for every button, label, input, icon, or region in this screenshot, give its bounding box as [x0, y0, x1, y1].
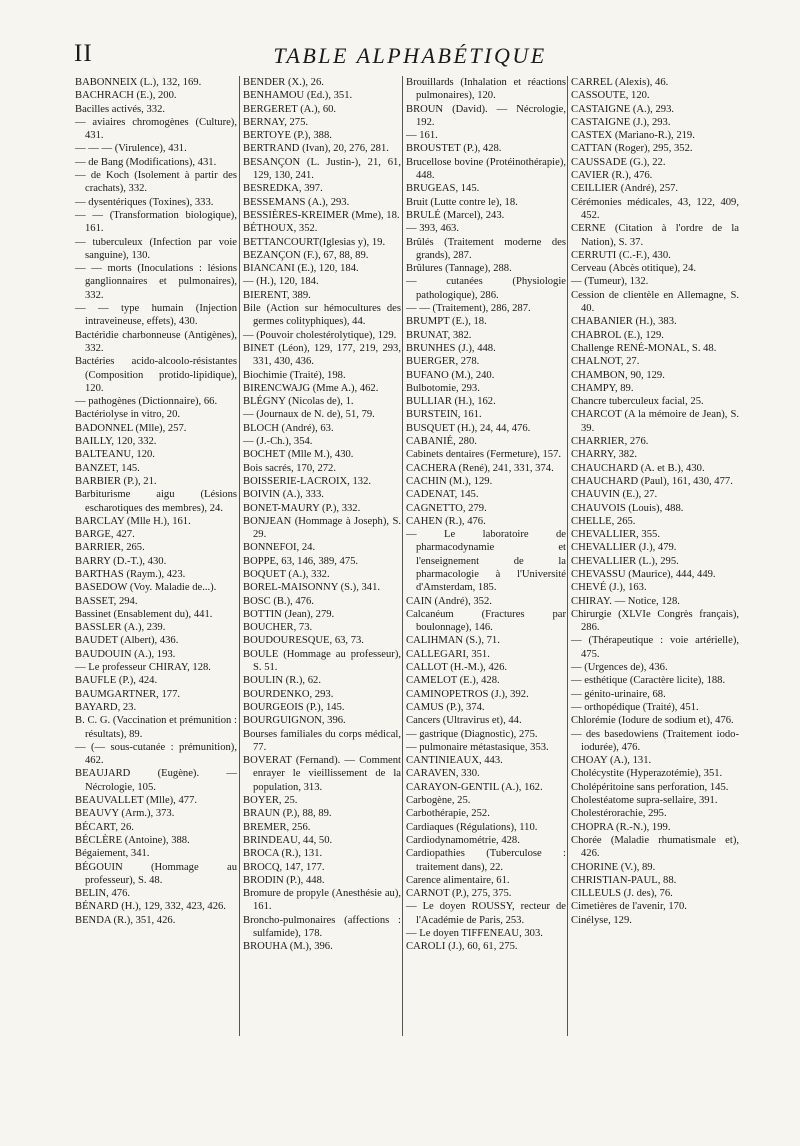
index-entry: CHARRIER, 276. — [571, 436, 649, 448]
index-entry: BRUNAT, 382. — [406, 329, 472, 341]
index-entry: Challenge RENÉ-MONAL, S. 48. — [571, 342, 717, 354]
index-entry: BESSIÈRES-KREIMER (Mme), 18. — [243, 209, 400, 221]
index-entry: BERGERET (A.), 60. — [243, 103, 337, 115]
index-entry: CASTEX (Mariano-R.), 219. — [571, 130, 695, 142]
index-entry: Bromure de propyle (Anesthésie au), 161. — [243, 888, 401, 913]
index-entry: CACHERA (René), 241, 331, 374. — [406, 462, 554, 474]
index-entry: — — morts (Inoculations : lésions ganglionnaires et pulmonaires), 332. — [75, 263, 237, 301]
index-entry: BARGE, 427. — [75, 529, 135, 541]
index-entry: CHEVÉ (J.), 163. — [571, 582, 647, 594]
index-entry: CHIRAY. — Notice, 128. — [571, 595, 680, 607]
index-entry: BARTHAS (Raym.), 423. — [75, 568, 186, 580]
index-entry: CASSOUTE, 120. — [571, 90, 650, 102]
index-entry: BIRENCWAJG (Mme A.), 462. — [243, 382, 379, 394]
index-entry: CAMUS (P.), 374. — [406, 701, 485, 713]
index-entry: CHARRY, 382. — [571, 449, 638, 461]
index-entry: BOPPE, 63, 146, 389, 475. — [243, 555, 359, 567]
index-entry: CHEVALLIER (L.), 295. — [571, 555, 679, 567]
index-columns — [75, 76, 739, 1076]
index-entry: Broncho-pulmonaires (affections : sulfamide), 178. — [243, 914, 401, 939]
index-entry: CHOAY (A.), 131. — [571, 755, 652, 767]
index-entry: BOQUET (A.), 332. — [243, 568, 330, 580]
index-entry: CAHEN (R.), 476. — [406, 515, 486, 527]
index-entry: BOIVIN (A.), 333. — [243, 489, 324, 501]
index-column-1 — [75, 76, 237, 927]
index-entry: — (Thérapeutique : voie artérielle), 475. — [571, 635, 739, 660]
index-entry: BARRIER, 265. — [75, 542, 145, 554]
index-entry: — pathogènes (Dictionnaire), 66. — [75, 396, 218, 408]
index-entry: BAILLY, 120, 332. — [75, 436, 157, 448]
index-entry: BENDER (X.), 26. — [243, 77, 324, 88]
index-entry: — (Tumeur), 132. — [571, 276, 649, 288]
index-entry: Cardiopathies (Tuberculose : traitement dans), 22. — [406, 848, 566, 873]
index-entry: BELIN, 476. — [75, 888, 131, 900]
index-entry: Cardiodynamométrie, 428. — [406, 834, 520, 846]
index-entry: BÉGOUIN (Hommage au professeur), S. 48. — [75, 861, 237, 886]
index-entry: — Le laboratoire de pharmacodynamie et l'enseignement de la pharmacologie à l'Université d'Amsterdam, 185. — [406, 529, 566, 594]
index-entry: BABONNEIX (L.), 132, 169. — [75, 77, 202, 88]
index-entry: BOURGUIGNON, 396. — [243, 715, 346, 727]
index-entry: CHABROL (E.), 129. — [571, 329, 664, 341]
index-entry: CHAUCHARD (Paul), 161, 430, 477. — [571, 475, 733, 487]
index-entry: — (H.), 120, 184. — [243, 276, 319, 288]
index-entry: CAVIER (R.), 476. — [571, 170, 653, 182]
index-entry: Cerveau (Abcès otitique), 24. — [571, 263, 697, 275]
index-entry: BETTANCOURT(Iglesias y), 19. — [243, 236, 386, 248]
index-entry: CALLEGARI, 351. — [406, 648, 490, 660]
index-entry: Cession de clientèle en Allemagne, S. 40. — [571, 289, 739, 315]
index-entry: BOULE (Hommage au professeur), S. 51. — [243, 648, 401, 674]
index-entry: Bile (Action sur hémocultures des germes colityphiques), 44. — [243, 303, 401, 328]
index-entry: BÉCART, 26. — [75, 821, 134, 833]
index-entry: CAUSSADE (G.), 22. — [571, 156, 666, 168]
index-entry: BURSTEIN, 161. — [406, 409, 482, 421]
index-entry: BREMER, 256. — [243, 821, 311, 833]
index-entry: CHEVALLIER (J.), 479. — [571, 542, 677, 554]
index-entry: Bactériolyse in vitro, 20. — [75, 409, 181, 421]
index-entry: BOURDENKO, 293. — [243, 688, 334, 700]
index-entry: BINET (Léon), 129, 177, 219, 293, 331, 430, 436. — [243, 342, 401, 368]
index-entry: Bactéridie charbonneuse (Antigènes), 332. — [75, 329, 237, 354]
index-entry: BASSLER (A.), 239. — [75, 622, 166, 634]
index-entry: Cabinets dentaires (Fermeture), 157. — [406, 449, 562, 461]
index-entry: BANZET, 145. — [75, 462, 140, 474]
index-entry: Cholestérorachie, 295. — [571, 808, 667, 820]
index-entry: — de Koch (Isolement à partir des crachats), 332. — [75, 170, 237, 195]
index-entry: BARRY (D.-T.), 430. — [75, 555, 167, 567]
index-entry: BLÉGNY (Nicolas de), 1. — [243, 396, 354, 408]
index-entry: — (Journaux de N. de), 51, 79. — [243, 409, 375, 421]
index-entry: BOURGEOIS (P.), 145. — [243, 701, 345, 713]
index-entry: BOUDOURESQUE, 63, 73. — [243, 635, 364, 647]
index-entry: BADONNEL (Mlle), 257. — [75, 422, 187, 434]
index-entry: CHAUCHARD (A. et B.), 430. — [571, 462, 705, 474]
index-entry: BERNAY, 275. — [243, 116, 309, 128]
index-column-2 — [239, 76, 401, 1036]
index-entry: — orthopédique (Traité), 451. — [571, 701, 699, 713]
index-entry: — de Bang (Modifications), 431. — [75, 156, 217, 168]
index-entry: — génito-urinaire, 68. — [571, 688, 666, 700]
index-entry: CHELLE, 265. — [571, 515, 636, 527]
index-entry: CALIHMAN (S.), 71. — [406, 635, 500, 647]
index-entry: BOYER, 25. — [243, 795, 298, 807]
index-entry: Cancers (Ultravirus et), 44. — [406, 715, 522, 727]
index-entry: BERTOYE (P.), 388. — [243, 130, 332, 142]
index-entry: BÉTHOUX, 352. — [243, 223, 318, 235]
index-entry: — — — (Virulence), 431. — [75, 143, 187, 155]
index-entry: BRODIN (P.), 448. — [243, 874, 325, 886]
index-entry: Cardiaques (Régulations), 110. — [406, 821, 538, 833]
index-entry: Chlorémie (Iodure de sodium et), 476. — [571, 715, 734, 727]
index-entry: CABANIÉ, 280. — [406, 436, 477, 448]
index-entry: CARAVEN, 330. — [406, 768, 480, 780]
index-entry: BROUN (David). — Nécrologie, 192. — [406, 103, 566, 128]
index-entry: — cutanées (Physiologie pathologique), 286. — [406, 276, 566, 301]
index-entry: BUFANO (M.), 240. — [406, 369, 495, 381]
index-entry: Bois sacrés, 170, 272. — [243, 462, 336, 474]
index-entry: CHALNOT, 27. — [571, 356, 640, 368]
index-entry: BOREL-MAISONNY (S.), 341. — [243, 582, 381, 594]
index-entry: Biochimie (Traité), 198. — [243, 369, 346, 381]
index-entry: Cérémonies médicales, 43, 122, 409, 452. — [571, 196, 739, 221]
index-entry: BAUDOUIN (A.), 193. — [75, 648, 176, 660]
index-entry: — (Urgences de), 436. — [571, 662, 668, 674]
index-entry: Cimetières de l'avenir, 170. — [571, 901, 687, 913]
index-entry: — pulmonaire métastasique, 353. — [406, 741, 549, 753]
page-number: II — [74, 40, 93, 67]
index-entry: BRINDEAU, 44, 50. — [243, 834, 333, 846]
index-entry: BRUMPT (E.), 18. — [406, 316, 487, 328]
index-entry: BLOCH (André), 63. — [243, 422, 334, 434]
index-entry: Carbogène, 25. — [406, 795, 471, 807]
index-entry: BERTRAND (Ivan), 20, 276, 281. — [243, 143, 389, 155]
index-entry: BAYARD, 23. — [75, 701, 137, 713]
index-entry: CERNE (Citation à l'ordre de la Nation), S. 37. — [571, 223, 739, 248]
index-entry: BOTTIN (Jean), 279. — [243, 608, 335, 620]
index-entry: CALLOT (H.-M.), 426. — [406, 662, 508, 674]
index-entry: BROUSTET (P.), 428. — [406, 143, 502, 155]
index-entry: — Le doyen ROUSSY, recteur de l'Académie de Paris, 253. — [406, 901, 566, 926]
page-title: TABLE ALPHABÉTIQUE — [273, 43, 547, 68]
index-entry: BRUGEAS, 145. — [406, 183, 480, 195]
index-entry: CACHIN (M.), 129. — [406, 475, 493, 487]
index-entry: Bactéries acido-alcoolo-résistantes (Composition protido-lipidique), 120. — [75, 356, 237, 394]
index-entry: Bacilles activés, 332. — [75, 103, 166, 115]
index-entry: — 393, 463. — [406, 223, 459, 235]
index-entry: CANTINIEAUX, 443. — [406, 755, 503, 767]
index-entry: CEILLIER (André), 257. — [571, 183, 679, 195]
index-entry: BONNEFOI, 24. — [243, 542, 316, 554]
index-entry: — gastrique (Diagnostic), 275. — [406, 728, 538, 740]
index-entry: BAUFLE (P.), 424. — [75, 675, 158, 687]
index-entry: CADENAT, 145. — [406, 489, 479, 501]
index-entry: Calcanéum (Fractures par boulonnage), 146. — [406, 608, 566, 634]
index-entry: — esthétique (Caractère licite), 188. — [571, 675, 726, 687]
index-entry: CERRUTI (C.-F.), 430. — [571, 249, 671, 261]
index-entry: BUSQUET (H.), 24, 44, 476. — [406, 422, 531, 434]
index-entry: CHARCOT (A la mémoire de Jean), S. 39. — [571, 409, 739, 434]
index-entry: CASTAIGNE (A.), 293. — [571, 103, 675, 115]
index-entry: CARREL (Alexis), 46. — [571, 77, 669, 88]
index-entry: BEAUVALLET (Mlle), 477. — [75, 795, 198, 807]
index-entry: BOVERAT (Fernand). — Comment enrayer le vieillissement de la population, 313. — [243, 755, 401, 793]
index-entry: — Le professeur CHIRAY, 128. — [75, 662, 211, 674]
index-entry: BRULÉ (Marcel), 243. — [406, 209, 505, 221]
index-entry: BESSEMANS (A.), 293. — [243, 196, 350, 208]
index-entry: Cholécystite (Hyperazotémie), 351. — [571, 768, 723, 780]
index-entry: BENHAMOU (Ed.), 351. — [243, 90, 353, 102]
index-entry: Barbiturisme aigu (Lésions escharotiques des membres), 24. — [75, 489, 237, 514]
index-entry: BONET-MAURY (P.), 332. — [243, 502, 361, 514]
index-entry: — dysentériques (Toxines), 333. — [75, 196, 214, 208]
index-entry: — (Pouvoir cholestérolytique), 129. — [243, 329, 397, 341]
index-entry: B. C. G. (Vaccination et prémunition : résultats), 89. — [75, 715, 237, 740]
index-entry: BEAUVY (Arm.), 373. — [75, 808, 175, 820]
index-entry: BENDA (R.), 351, 426. — [75, 914, 176, 926]
index-entry: — — (Transformation biologique), 161. — [75, 209, 237, 235]
index-entry: BARCLAY (Mlle H.), 161. — [75, 515, 191, 527]
index-entry: BÉCLÈRE (Antoine), 388. — [75, 834, 190, 846]
index-entry: BIERENT, 389. — [243, 289, 311, 301]
index-entry: BASEDOW (Voy. Maladie de...). — [75, 582, 217, 594]
index-entry: CARAYON-GENTIL (A.), 162. — [406, 781, 543, 793]
index-entry: BROUHA (M.), 396. — [243, 941, 333, 953]
index-entry: CHABANIER (H.), 383. — [571, 316, 677, 328]
index-entry: BROCQ, 147, 177. — [243, 861, 325, 873]
index-entry: BAUMGARTNER, 177. — [75, 688, 181, 700]
index-entry: — tuberculeux (Infection par voie sanguine), 130. — [75, 236, 237, 261]
index-entry: BONJEAN (Hommage à Joseph), S. 29. — [243, 515, 401, 541]
index-entry: — Le doyen TIFFENEAU, 303. — [406, 928, 543, 939]
index-entry: BIANCANI (E.), 120, 184. — [243, 263, 359, 275]
index-entry: — 161. — [406, 130, 438, 142]
index-entry: — — (Traitement), 286, 287. — [406, 303, 531, 315]
index-entry: Chorée (Maladie rhumatismale et), 426. — [571, 834, 739, 860]
index-entry: Chirurgie (XLVIe Congrès français), 286. — [571, 608, 739, 634]
index-entry: — des basedowiens (Traitement iodo-iodurée), 476. — [571, 728, 739, 753]
index-entry: Cholestéatome supra-sellaire, 391. — [571, 795, 718, 807]
index-entry: Cinélyse, 129. — [571, 914, 632, 926]
index-entry: CILLEULS (J. des), 76. — [571, 888, 673, 900]
index-entry: Carence alimentaire, 61. — [406, 874, 510, 886]
index-entry: CAMELOT (E.), 428. — [406, 675, 500, 687]
index-entry: Brûlés (Traitement moderne des grands), 287. — [406, 236, 566, 261]
index-entry: BÉNARD (H.), 129, 332, 423, 426. — [75, 901, 226, 913]
index-entry: BULLIAR (H.), 162. — [406, 396, 496, 408]
index-entry: Brûlures (Tannage), 288. — [406, 263, 512, 275]
index-entry: Chancre tuberculeux facial, 25. — [571, 396, 704, 408]
index-entry: CHAMBON, 90, 129. — [571, 369, 665, 381]
index-entry: BARBIER (P.), 21. — [75, 475, 157, 487]
index-entry: BEAUJARD (Eugène). — Nécrologie, 105. — [75, 768, 237, 793]
index-entry: BEZANÇON (F.), 67, 88, 89. — [243, 249, 369, 261]
index-entry: — aviaires chromogènes (Culture), 431. — [75, 116, 237, 142]
index-entry: BESANÇON (L. Justin-), 21, 61, 129, 130, 241. — [243, 156, 401, 182]
index-entry: CARNOT (P.), 275, 375. — [406, 888, 512, 900]
index-entry: BACHRACH (E.), 200. — [75, 90, 177, 102]
index-entry: BOUCHER, 73. — [243, 622, 313, 634]
index-entry: CHAUVOIS (Louis), 488. — [571, 502, 684, 514]
index-entry: BOULIN (R.), 62. — [243, 675, 321, 687]
index-entry: CHEVALLIER, 355. — [571, 529, 660, 541]
index-entry: BESREDKA, 397. — [243, 183, 323, 195]
index-entry: CHRISTIAN-PAUL, 88. — [571, 874, 677, 886]
index-entry: CAIN (André), 352. — [406, 595, 492, 607]
index-entry: BROCA (R.), 131. — [243, 848, 323, 860]
index-entry: Carbothérapie, 252. — [406, 808, 490, 820]
index-entry: CHAUVIN (E.), 27. — [571, 489, 658, 501]
index-entry: BAUDET (Albert), 436. — [75, 635, 179, 647]
index-entry: CATTAN (Roger), 295, 352. — [571, 143, 693, 155]
index-entry: BRUNHES (J.), 448. — [406, 342, 496, 354]
index-entry: BOCHET (Mlle M.), 430. — [243, 449, 354, 461]
index-entry: Bourses familiales du corps médical, 77. — [243, 728, 401, 753]
index-entry: — (J.-Ch.), 354. — [243, 436, 313, 448]
index-entry: Bégaiement, 341. — [75, 848, 150, 860]
index-entry: Brouillards (Inhalation et réactions pulmonaires), 120. — [406, 77, 566, 102]
index-entry: BRAUN (P.), 88, 89. — [243, 808, 332, 820]
index-entry: BALTEANU, 120. — [75, 449, 155, 461]
index-entry: Bulbotomie, 293. — [406, 382, 480, 394]
index-entry: BOISSERIE-LACROIX, 132. — [243, 475, 372, 487]
index-entry: CHAMPY, 89. — [571, 382, 634, 394]
index-entry: CAMINOPETROS (J.), 392. — [406, 688, 529, 700]
index-column-4 — [567, 76, 739, 1036]
index-entry: CAGNETTO, 279. — [406, 502, 487, 514]
index-entry: Bassinet (Ensablement du), 441. — [75, 608, 213, 620]
index-entry: CHEVASSU (Maurice), 444, 449. — [571, 568, 716, 580]
index-entry: CASTAIGNE (J.), 293. — [571, 116, 671, 128]
index-entry: CHOPRA (R.-N.), 199. — [571, 821, 671, 833]
index-entry: — — type humain (Injection intraveineuse, effets), 430. — [75, 303, 237, 328]
index-entry: CHORINE (V.), 89. — [571, 861, 656, 873]
index-entry: Brucellose bovine (Protéinothérapie), 448. — [406, 156, 566, 182]
index-entry: — (— sous-cutanée : prémunition), 462. — [75, 741, 237, 767]
index-entry: BUERGER, 278. — [406, 356, 480, 368]
index-entry: Cholépéritoine sans perforation, 145. — [571, 781, 729, 793]
index-entry: BASSET, 294. — [75, 595, 138, 607]
index-entry: BOSC (B.), 476. — [243, 595, 314, 607]
index-column-3 — [402, 76, 566, 1036]
index-entry: CAROLI (J.), 60, 61, 275. — [406, 941, 518, 953]
index-entry: Bruit (Lutte contre le), 18. — [406, 196, 518, 208]
